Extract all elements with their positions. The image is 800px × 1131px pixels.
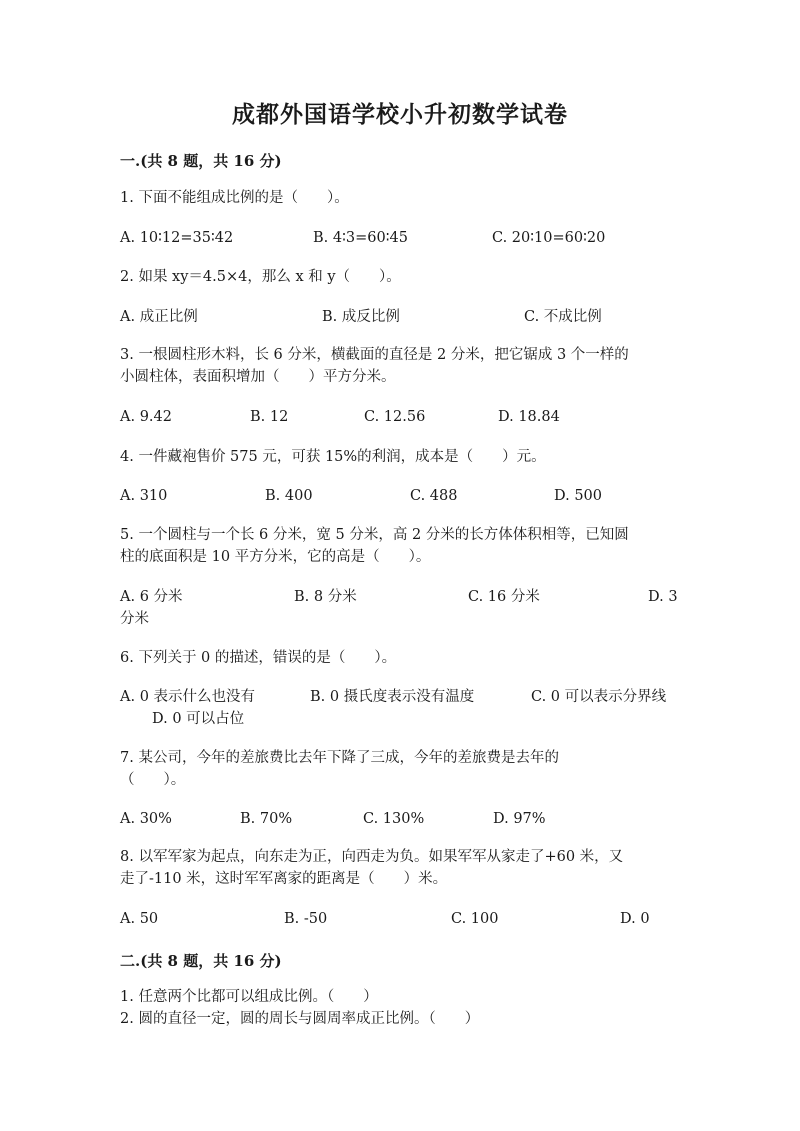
option-b: B. 12 <box>250 409 289 425</box>
option-b: B. 0 摄氏度表示没有温度 <box>310 689 475 705</box>
question-1-text: 1. 下面不能组成比例的是（ ）。 <box>120 190 349 206</box>
question-5-text-line-2: 柱的底面积是 10 平方分米，它的高是（ ）。 <box>120 549 431 565</box>
question-5-text-line-1: 5. 一个圆柱与一个长 6 分米，宽 5 分米，高 2 分米的长方体体积相等，已知圆 <box>120 527 629 543</box>
option-a: A. 9.42 <box>120 409 172 425</box>
option-a: A. 10∶12=35∶42 <box>120 230 234 246</box>
question-4-text: 4. 一件藏袍售价 575 元，可获 15%的利润，成本是（ ）元。 <box>120 449 546 465</box>
option-a: A. 成正比例 <box>120 309 198 325</box>
question-3-text-line-2: 小圆柱体，表面积增加（ ）平方分米。 <box>120 369 396 385</box>
question-1 <box>120 187 680 209</box>
option-a: A. 0 表示什么也没有 <box>120 689 256 705</box>
option-b: B. 4∶3=60∶45 <box>313 230 408 246</box>
option-c: C. 20∶10=60∶20 <box>492 230 606 246</box>
option-d: D. 0 <box>620 911 650 927</box>
option-a: A. 6 分米 <box>120 589 183 605</box>
option-c: C. 130% <box>363 811 425 827</box>
option-c: C. 100 <box>451 911 499 927</box>
option-c: C. 488 <box>410 488 458 504</box>
option-d: D. 3 <box>648 589 678 605</box>
question-8-text-line-1: 8. 以军军家为起点，向东走为正，向西走为负。如果军军从家走了+60 米，又 <box>120 849 624 865</box>
option-b: B. -50 <box>284 911 328 927</box>
option-b: B. 成反比例 <box>322 309 400 325</box>
question-6 <box>120 647 680 669</box>
option-c: C. 12.56 <box>364 409 426 425</box>
option-b: B. 8 分米 <box>294 589 357 605</box>
question-7 <box>120 747 680 791</box>
option-c: C. 16 分米 <box>468 589 540 605</box>
question-8 <box>120 846 680 890</box>
section-1-heading: 一.(共 8 题，共 16 分) <box>120 152 282 170</box>
section-2-heading: 二.(共 8 题，共 16 分) <box>120 952 282 970</box>
section-2-questions <box>120 986 680 1030</box>
question-7-text-line-2: （ ）。 <box>120 772 186 788</box>
question-7-text-line-1: 7. 某公司，今年的差旅费比去年下降了三成，今年的差旅费是去年的 <box>120 750 559 766</box>
option-b: B. 400 <box>265 488 313 504</box>
option-c: C. 0 可以表示分界线 <box>531 689 667 705</box>
question-3-text-line-1: 3. 一根圆柱形木料，长 6 分米，横截面的直径是 2 分米，把它锯成 3 个一样的 <box>120 347 629 363</box>
question-8-text-line-2: 走了-110 米，这时军军离家的距离是（ ）米。 <box>120 871 448 887</box>
question-2 <box>120 266 680 288</box>
option-d: D. 500 <box>554 488 603 504</box>
question-2-text: 2. 如果 xy＝4.5×4，那么 x 和 y（ ）。 <box>120 269 401 285</box>
judgement-question-2: 2. 圆的直径一定，圆的周长与圆周率成正比例。（ ） <box>120 1011 480 1027</box>
option-d: D. 97% <box>493 811 546 827</box>
option-b: B. 70% <box>240 811 293 827</box>
option-a: A. 50 <box>120 911 159 927</box>
option-d: D. 18.84 <box>498 409 560 425</box>
option-c: C. 不成比例 <box>524 309 602 325</box>
option-a: A. 310 <box>120 488 168 504</box>
judgement-question-1: 1. 任意两个比都可以组成比例。（ ） <box>120 989 378 1005</box>
question-5-options <box>120 586 680 630</box>
question-6-text: 6. 下列关于 0 的描述，错误的是（ ）。 <box>120 650 397 666</box>
question-3 <box>120 344 680 388</box>
page-title: 成都外国语学校小升初数学试卷 <box>232 101 568 128</box>
option-d: D. 0 可以占位 <box>152 711 245 727</box>
question-4 <box>120 446 680 468</box>
question-6-options <box>120 686 680 730</box>
option-d-continuation: 分米 <box>120 611 149 627</box>
option-a: A. 30% <box>120 811 172 827</box>
question-5 <box>120 524 680 568</box>
